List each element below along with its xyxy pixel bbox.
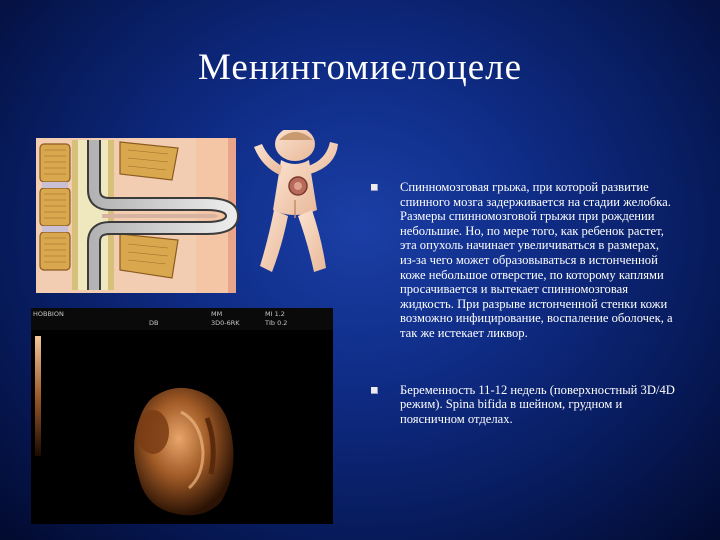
ultrasound-label-db: DB [149,319,159,327]
ultrasound-image [31,308,333,524]
bullet-square-icon [371,184,378,191]
ultrasound-header-bar [31,308,333,330]
ultrasound-label-mode2: 3D0-6RK [211,319,240,327]
bullet-text: Спинномозговая грыжа, при которой развитие спинного мозга задерживается на стадии желобка. Размеры спинномозговой грыжи при рождении небольшие. Но, по мере того, как ребенок растет, эта опухоль начинает увеличиваться в размерах, из-за чего может образовываться в истонченной коже небольшое отверстие, по которому каплями просачивается и вытекает спинномозговая жидкость. При разрыве истонченной стенки кожи возможно инфицирование, воспаление оболочек, а так же истекает ликвор. [400,180,673,340]
slide-title: Менингомиелоцеле [198,47,522,88]
ultrasound-render [31,330,333,524]
bullet-item [370,180,675,341]
ultrasound-label-mi: MI 1.2 [265,310,285,318]
bullet-list [370,180,675,468]
ultrasound-label-ti: TIb 0.2 [265,319,288,327]
bullet-square-icon [371,387,378,394]
meningomyelocele-illustration [36,130,358,298]
ultrasound-label-mode1: MM [211,310,223,318]
ultrasound-label-left: HOBBION [33,310,64,318]
bullet-text: Беременность 11-12 недель (поверхностный 3D/4D режим). Spina bifida в шейном, грудном и поясничном отделах. [400,382,675,426]
bullet-item [370,383,675,427]
